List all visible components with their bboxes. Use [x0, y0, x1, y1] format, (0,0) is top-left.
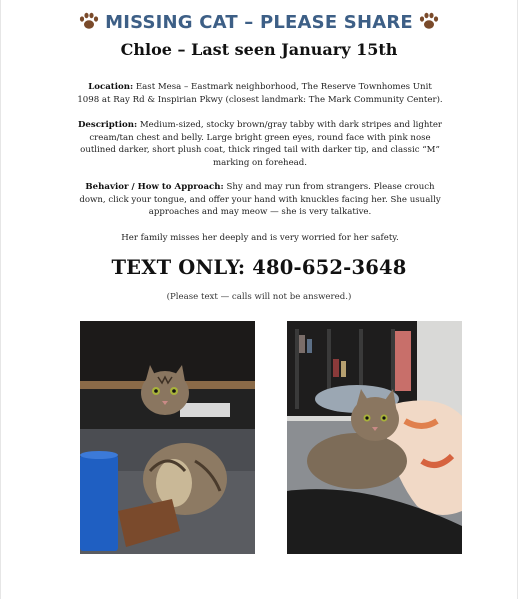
paw-print-icon [78, 12, 100, 30]
cat-photo-2 [287, 321, 462, 554]
behavior-text: Shy and may run from strangers. Please crouch down, click your tongue, and offer your hand with knuckles facing her. She usually approaches and may meow — she is very talkative. [79, 182, 441, 218]
description-text: Medium-sized, stocky brown/gray tabby with dark stripes and lighter cream/tan chest and belly. Large bright green eyes, round face with pink nose outlined darker, short plush coat, thick ringed tail with darker tip, and classic “M” marking on forehead. [80, 120, 443, 168]
contact-note: (Please text — calls will not be answered.) [166, 292, 352, 302]
behavior-label: Behavior / How to Approach: [85, 182, 224, 192]
cat-photo-1 [80, 321, 255, 554]
contact-phone: TEXT ONLY: 480-652-3648 [111, 256, 407, 279]
cat-name-subtitle: Chloe – Last seen January 15th [120, 40, 398, 59]
behavior-paragraph [77, 181, 443, 219]
location-label: Location: [88, 82, 134, 92]
title-text: MISSING CAT – PLEASE SHARE [105, 12, 413, 33]
description-label: Description: [77, 120, 138, 130]
flyer-title [1, 12, 517, 33]
family-note: Her family misses her deeply and is very worried for her safety. [121, 233, 399, 243]
location-paragraph [77, 81, 443, 106]
paw-print-icon [418, 12, 440, 30]
description-paragraph [77, 119, 443, 169]
location-text: East Mesa – Eastmark neighborhood, The Reserve Townhomes Unit 1098 at Ray Rd & Inspirian Pkwy (closest landmark: The Mark Community Center). [77, 82, 443, 105]
